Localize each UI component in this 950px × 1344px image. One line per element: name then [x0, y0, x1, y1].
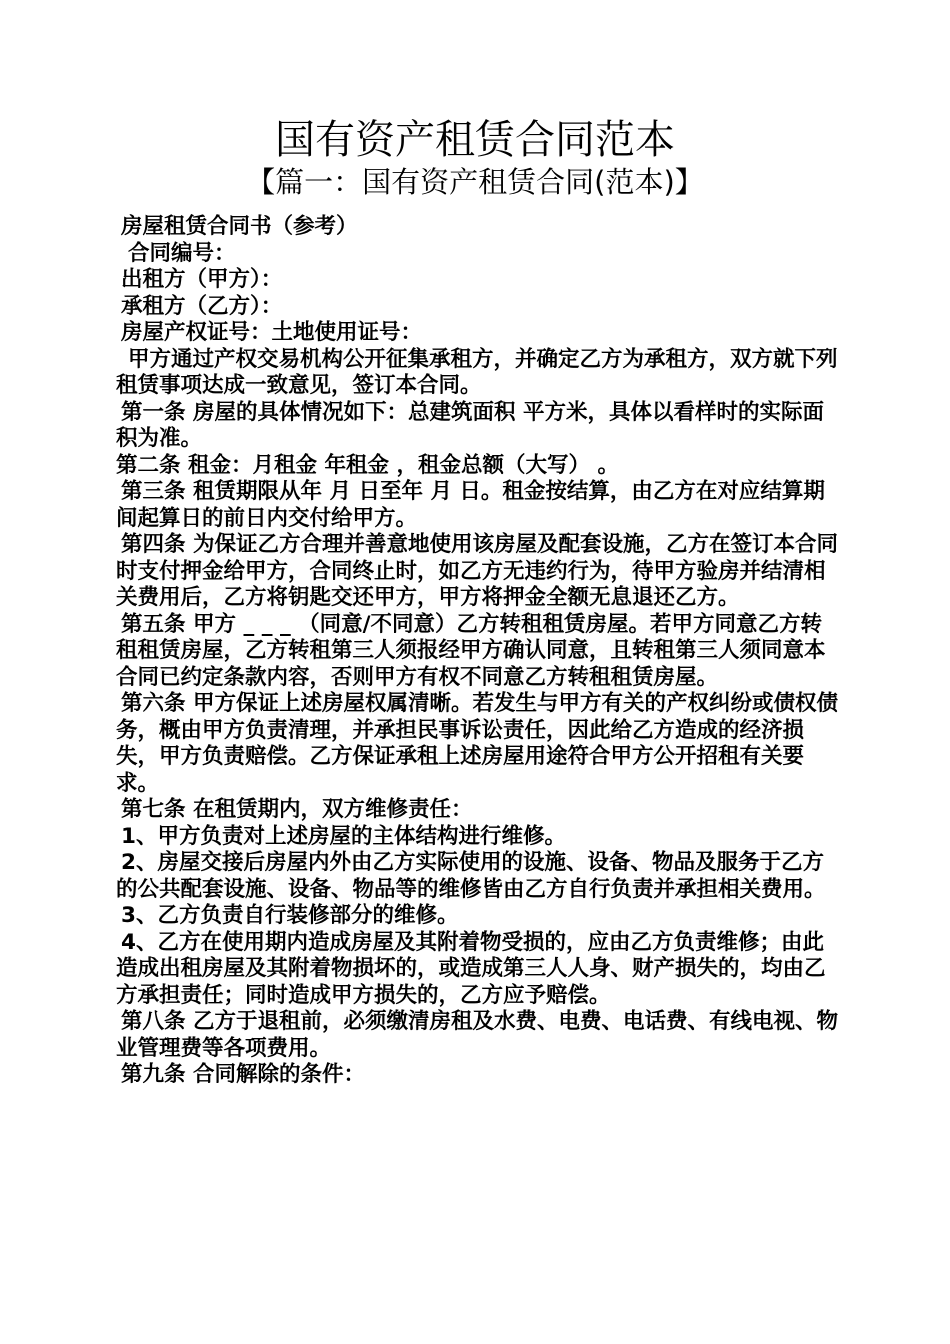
field-lessee: 承租方（乙方）： — [121, 293, 283, 319]
article-7-item-1: 1、甲方负责对上述房屋的主体结构进行维修。 — [121, 823, 566, 849]
article-7-item-3: 3、乙方负责自行装修部分的维修。 — [121, 903, 459, 928]
field-contract-number: 合同编号： — [128, 240, 236, 266]
article-2: 第二条 租金：月租金 年租金 ，租金总额（大写） 。 — [116, 452, 619, 478]
article-7-item-2: 2、房屋交接后房屋内外由乙方实际使用的设施、设备、物品及服务于乙方的公共配套设施、设备、物品等的维修皆由乙方自行负责并承担相关费用。 — [116, 850, 826, 902]
article-4: 第四条 为保证乙方合理并善意地使用该房屋及配套设施，乙方在签订本合同时支付押金给甲方，合同终止时，如乙方无违约行为，待甲方验房并结清相关费用后，乙方将钥匙交还甲方，甲方将押金全额无息退还乙方。 — [116, 532, 838, 610]
article-7-item-4: 4、乙方在使用期内造成房屋及其附着物受损的，应由乙方负责维修；由此造成出租房屋及其附着物损坏的，或造成第三人人身、财产损失的，均由乙方承担责任；同时造成甲方损失的，乙方应予赔偿。 — [116, 929, 826, 1008]
article-6: 第六条 甲方保证上述房屋权属清晰。若发生与甲方有关的产权纠纷或债权债务，概由甲方负责清理，并承担民事诉讼责任，因此给乙方造成的经济损失，甲方负责赔偿。乙方保证承租上述房屋用途符合甲方公开招租有关要求。 — [116, 691, 838, 796]
article-9: 第九条 合同解除的条件： — [121, 1062, 365, 1087]
article-7: 第七条 在租赁期内，双方维修责任： — [121, 797, 473, 822]
field-property-certificates: 房屋产权证号：土地使用证号： — [121, 320, 423, 345]
document-body — [116, 214, 838, 1089]
document-title: 国有资产租赁合同范本 — [275, 117, 675, 163]
heading-contract-book: 房屋租赁合同书（参考） — [121, 214, 358, 239]
article-1: 第一条 房屋的具体情况如下：总建筑面积 平方米，具体以看样时的实际面积为准。 — [116, 399, 824, 451]
document-subtitle: 【篇一：国有资产租赁合同(范本)】 — [246, 165, 704, 199]
article-8: 第八条 乙方于退租前，必须缴清房租及水费、电费、电话费、有线电视、物业管理费等各项费用。 — [116, 1009, 838, 1061]
article-3: 第三条 租赁期限从年 月 日至年 月 日。租金按结算，由乙方在对应结算期间起算日的前日内交付给甲方。 — [116, 479, 825, 531]
article-5: 第五条 甲方 _ _ _ （同意/不同意）乙方转租租赁房屋。若甲方同意乙方转租租赁房屋，乙方转租第三人须报经甲方确认同意，且转租第三人须同意本合同已约定条款内容，否则甲方有权不同意乙方转租租赁房屋。 — [116, 611, 826, 690]
field-lessor: 出租方（甲方）： — [121, 267, 283, 292]
paragraph-preamble: 甲方通过产权交易机构公开征集承租方，并确定乙方为承租方，双方就下列租赁事项达成一致意见，签订本合同。 — [116, 346, 838, 398]
